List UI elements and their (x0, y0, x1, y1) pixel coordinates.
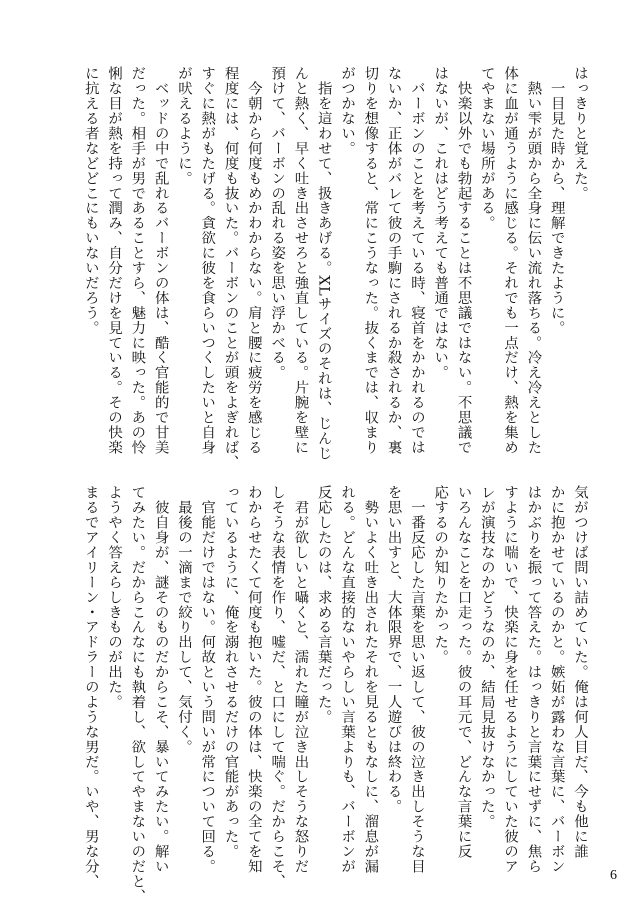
text-line: んと熱く、早く吐き出させろと強直している。片腕を壁に (292, 66, 309, 455)
bottom-text-block (51, 485, 591, 904)
text-line: 君が欲しいと囁くと、濡れた瞳が泣き出しそうな怒りだ (292, 485, 309, 874)
text-line: っているように、俺を溺れさせるだけの官能があった。 (222, 485, 239, 859)
text-line: 最後の一滴まで絞り出して、気付く。 (175, 485, 192, 755)
text-line: まるでアイリーン・アドラーのような男だ。いや、男な分、 (82, 485, 99, 889)
text-line: に抗える者などどこにもいないだろう。 (82, 66, 99, 336)
text-line: 体に血が通うように感じる。それでも一点だけ、熱を集め (502, 66, 519, 455)
text-line: 今朝から何度もめかわからない。肩と腰に疲労を感じる (245, 66, 262, 455)
text-line: いろんなことを口走った。彼の耳元で、どんな言葉に反 (455, 485, 472, 859)
text-line: だった。相手が男であることすら、魅力に映った。あの怜 (129, 66, 146, 455)
text-line: 応するのか知りたかった。 (432, 485, 449, 665)
text-line: ようやく答えらしきものが出た。 (106, 485, 123, 710)
text-line: れる。どんな直接的ないやらしい言葉よりも、バーボンが (339, 485, 356, 874)
text-line: はっきりと覚えた。 (572, 66, 588, 201)
text-line: わからせたくて何度も抱いた。彼の体は、快楽の全てを知 (245, 485, 262, 874)
text-line: 程度には、何度も抜いた。バーボンのことが頭をよぎれば、 (222, 66, 239, 470)
text-line: 一番反応した言葉を思い返して、彼の泣き出しそうな目 (408, 485, 425, 874)
text-line: てやまない場所がある。 (478, 66, 495, 231)
text-line: すように喘いで、快楽に身を任せるようにしていた彼のア (502, 485, 519, 874)
text-line: 悧な目が熱を持って潤み、自分だけを見ている。その快楽 (106, 66, 123, 455)
text-line: が吠えるように。 (175, 66, 192, 186)
text-line: 快楽以外でも勃起することは不思議ではない。不思議で (455, 66, 472, 455)
text-line: てみたい。だからこんなにも執着し、欲してやまないのだと、 (129, 485, 146, 904)
text-line: バーボンのことを考えている時、寝首をかかれるのでは (408, 66, 425, 455)
text-line: ないか、正体がバレて彼の手駒にされるか殺されるか、裏 (385, 66, 402, 455)
text-line: を思い出すと、大体限界で、一人遊びは終わる。 (385, 485, 402, 814)
text-line: がつかない。 (339, 66, 356, 156)
text-line: しそうな表情を作り、嘘だ、と口にして喘ぐ。だからこそ、 (269, 485, 286, 889)
text-line: レが演技なのかどうなのか、結局見抜けなかった。 (478, 485, 495, 829)
text-line: 一目見た時から、理解できたように。 (548, 66, 565, 336)
text-line: かに抱かせているのかと。嫉妬が露わな言葉に、バーボン (548, 485, 565, 874)
text-line: 預けて、バーボンの乱れる姿を思い浮かべる。 (269, 66, 286, 380)
text-line: 官能だけではない。何故という問いが常について回る。 (199, 485, 216, 874)
text-line: 彼自身が、謎そのものだからこそ、暴いてみたい。解い (152, 485, 169, 874)
text-line: はないが、これはどう考えても普通ではない。 (432, 66, 449, 380)
text-line: すぐに熱がもたげる。貪欲に彼を食らいつくしたいと自身 (199, 66, 216, 455)
text-line: 切りを想像すると、常にこうなった。抜くまでは、収まり (362, 66, 379, 455)
text-line: ベッドの中で乱れるバーボンの体は、酷く官能的で甘美 (152, 66, 169, 455)
text-line: 反応したのは、求める言葉だった。 (315, 485, 332, 725)
text-line: 熱い雫が頭から全身に伝い流れ落ちる。冷え冷えとした (525, 66, 542, 455)
text-line: 気がつけば問い詰めていた。俺は何人目だ、今も他に誰 (572, 485, 588, 859)
text-line: 勢いよく吐き出されたそれを見るともなしに、溜息が漏 (362, 485, 379, 874)
text-line: 指を這わせて、扱きあげる。XLサイズのそれは、じんじ (315, 66, 332, 461)
top-text-block (51, 66, 591, 470)
text-line: はかぶりを振って答えた。はっきりと言葉にせずに、焦ら (525, 485, 542, 874)
page-number: 6 (610, 868, 617, 883)
